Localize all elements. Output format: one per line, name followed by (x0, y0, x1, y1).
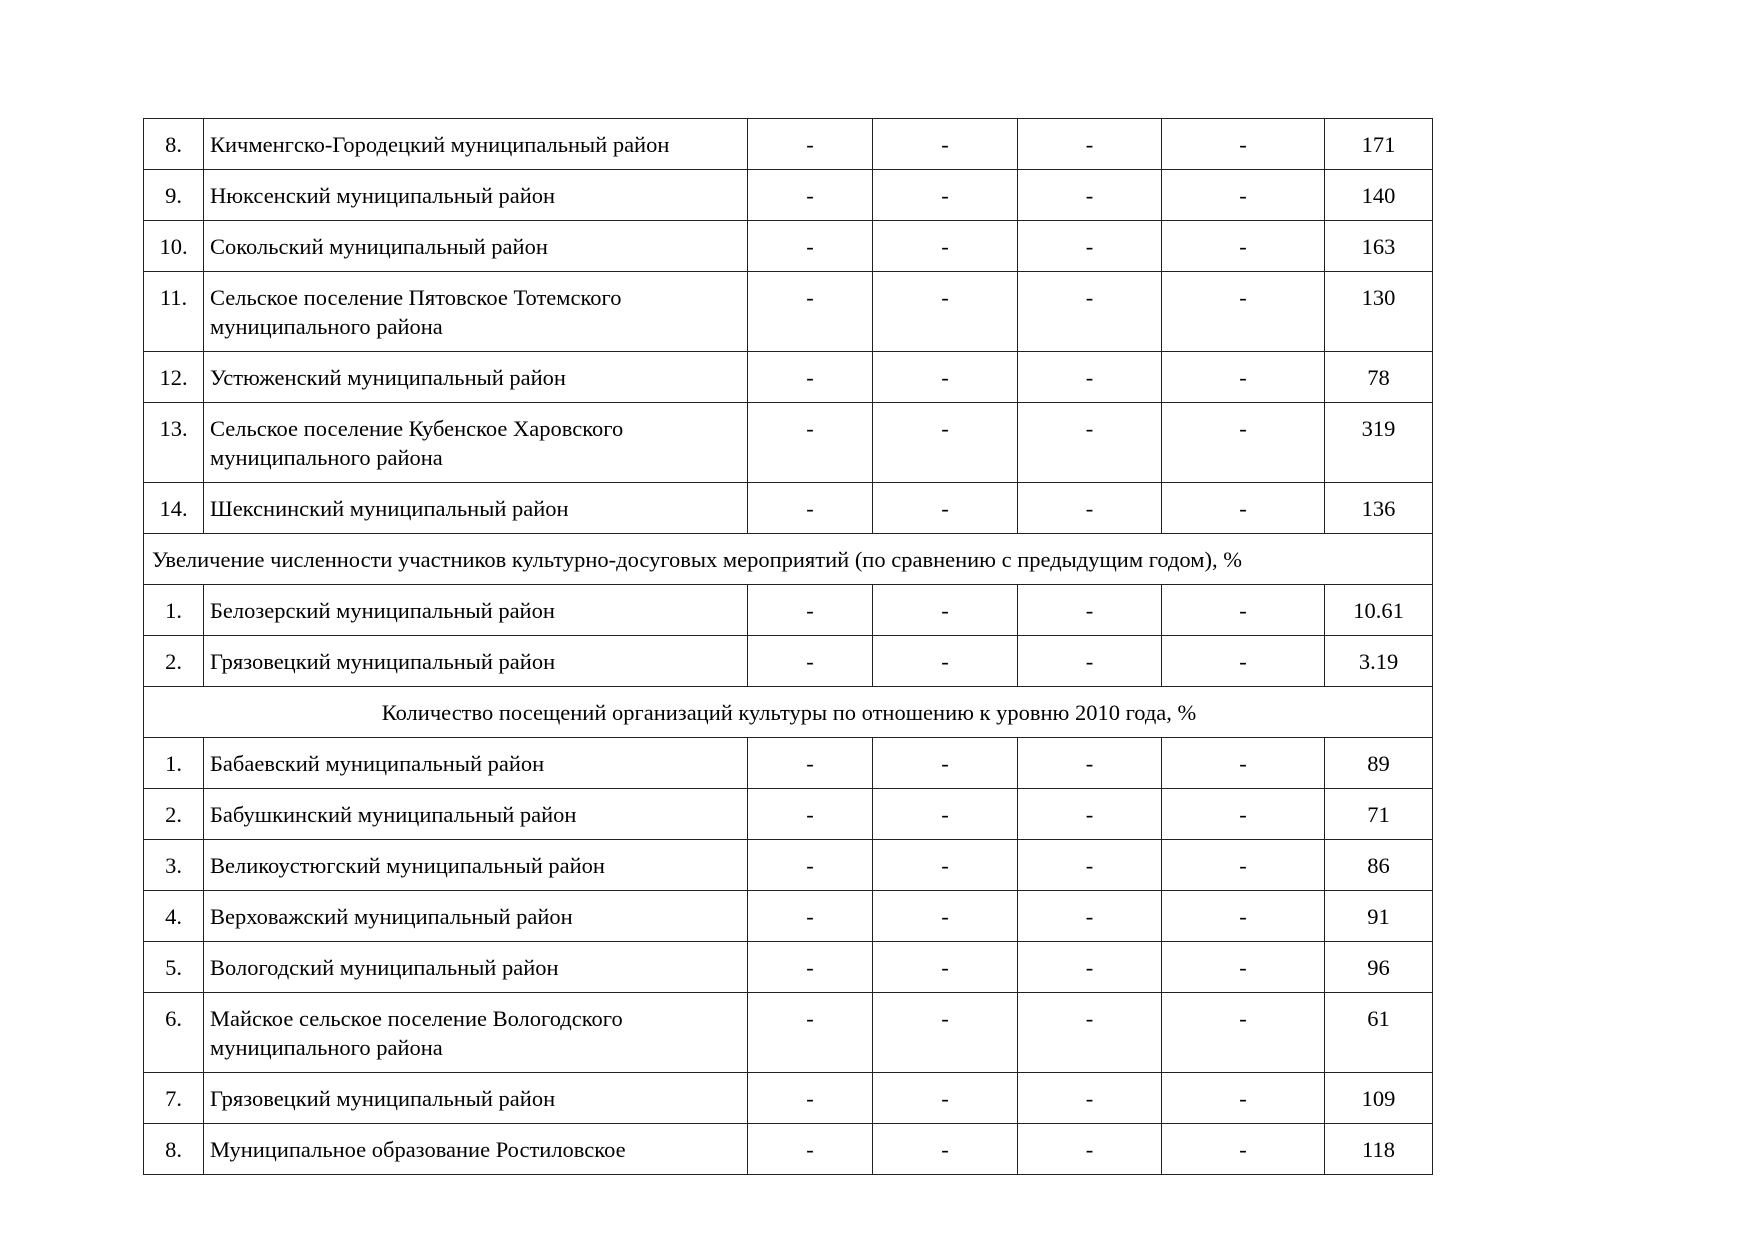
value-cell-2: - (873, 585, 1018, 636)
value-cell-4: - (1162, 840, 1325, 891)
value-cell-2: - (873, 352, 1018, 403)
value-cell-2: - (873, 1124, 1018, 1175)
value-cell-4: - (1162, 170, 1325, 221)
value-cell-final: 86 (1325, 840, 1433, 891)
value-cell-final: 10.61 (1325, 585, 1433, 636)
value-cell-2: - (873, 636, 1018, 687)
value-cell-2: - (873, 993, 1018, 1073)
row-number: 6. (144, 993, 204, 1073)
value-cell-final: 163 (1325, 221, 1433, 272)
table-row (144, 993, 1433, 1073)
value-cell-4: - (1162, 789, 1325, 840)
value-cell-3: - (1018, 119, 1162, 170)
value-cell-final: 136 (1325, 483, 1433, 534)
section-title: Количество посещений организаций культуры по отношению к уровню 2010 года, % (144, 687, 1433, 738)
value-cell-1: - (748, 483, 873, 534)
row-number: 4. (144, 891, 204, 942)
value-cell-4: - (1162, 221, 1325, 272)
value-cell-3: - (1018, 789, 1162, 840)
row-number: 10. (144, 221, 204, 272)
value-cell-2: - (873, 170, 1018, 221)
value-cell-2: - (873, 221, 1018, 272)
row-name: Вологодский муниципальный район (204, 942, 748, 993)
value-cell-1: - (748, 170, 873, 221)
value-cell-1: - (748, 993, 873, 1073)
table-row (144, 483, 1433, 534)
section-title: Увеличение численности участников культурно-досуговых мероприятий (по сравнению с предыдущим годом), % (144, 534, 1433, 585)
row-number: 14. (144, 483, 204, 534)
row-number: 2. (144, 636, 204, 687)
value-cell-final: 171 (1325, 119, 1433, 170)
row-name: Верховажский муниципальный район (204, 891, 748, 942)
row-number: 11. (144, 272, 204, 352)
row-number: 3. (144, 840, 204, 891)
value-cell-4: - (1162, 403, 1325, 483)
value-cell-3: - (1018, 636, 1162, 687)
value-cell-3: - (1018, 585, 1162, 636)
value-cell-4: - (1162, 738, 1325, 789)
value-cell-4: - (1162, 636, 1325, 687)
value-cell-3: - (1018, 221, 1162, 272)
table-row (144, 942, 1433, 993)
value-cell-2: - (873, 789, 1018, 840)
table-row (144, 170, 1433, 221)
row-name: Белозерский муниципальный район (204, 585, 748, 636)
value-cell-1: - (748, 272, 873, 352)
table-row (144, 352, 1433, 403)
value-cell-4: - (1162, 585, 1325, 636)
value-cell-1: - (748, 789, 873, 840)
value-cell-final: 61 (1325, 993, 1433, 1073)
table-row (144, 403, 1433, 483)
row-number: 5. (144, 942, 204, 993)
table-row (144, 891, 1433, 942)
indicators-table (143, 118, 1433, 1175)
value-cell-1: - (748, 1073, 873, 1124)
table-row (144, 636, 1433, 687)
value-cell-4: - (1162, 1124, 1325, 1175)
row-name: Сокольский муниципальный район (204, 221, 748, 272)
value-cell-1: - (748, 891, 873, 942)
row-number: 7. (144, 1073, 204, 1124)
row-number: 9. (144, 170, 204, 221)
value-cell-2: - (873, 942, 1018, 993)
row-number: 2. (144, 789, 204, 840)
value-cell-1: - (748, 840, 873, 891)
row-name: Великоустюгский муниципальный район (204, 840, 748, 891)
row-name: Муниципальное образование Ростиловское (204, 1124, 748, 1175)
row-number: 8. (144, 119, 204, 170)
value-cell-final: 118 (1325, 1124, 1433, 1175)
value-cell-2: - (873, 403, 1018, 483)
value-cell-4: - (1162, 272, 1325, 352)
row-name: Бабушкинский муниципальный район (204, 789, 748, 840)
value-cell-final: 130 (1325, 272, 1433, 352)
value-cell-3: - (1018, 840, 1162, 891)
value-cell-2: - (873, 119, 1018, 170)
value-cell-final: 78 (1325, 352, 1433, 403)
value-cell-2: - (873, 738, 1018, 789)
value-cell-4: - (1162, 352, 1325, 403)
value-cell-1: - (748, 403, 873, 483)
value-cell-3: - (1018, 1124, 1162, 1175)
row-number: 8. (144, 1124, 204, 1175)
row-name: Майское сельское поселение Вологодского муниципального района (204, 993, 748, 1073)
value-cell-final: 91 (1325, 891, 1433, 942)
value-cell-3: - (1018, 352, 1162, 403)
row-name: Устюженский муниципальный район (204, 352, 748, 403)
value-cell-2: - (873, 483, 1018, 534)
row-name: Кичменгско-Городецкий муниципальный район (204, 119, 748, 170)
table-row (144, 789, 1433, 840)
row-number: 1. (144, 585, 204, 636)
row-number: 13. (144, 403, 204, 483)
value-cell-3: - (1018, 942, 1162, 993)
row-name: Грязовецкий муниципальный район (204, 1073, 748, 1124)
row-name: Сельское поселение Пятовское Тотемского муниципального района (204, 272, 748, 352)
value-cell-1: - (748, 221, 873, 272)
table-row (144, 272, 1433, 352)
value-cell-3: - (1018, 272, 1162, 352)
row-name: Нюксенский муниципальный район (204, 170, 748, 221)
value-cell-final: 96 (1325, 942, 1433, 993)
value-cell-4: - (1162, 993, 1325, 1073)
value-cell-2: - (873, 840, 1018, 891)
row-name: Шекснинский муниципальный район (204, 483, 748, 534)
value-cell-final: 3.19 (1325, 636, 1433, 687)
value-cell-3: - (1018, 403, 1162, 483)
value-cell-1: - (748, 352, 873, 403)
value-cell-2: - (873, 272, 1018, 352)
value-cell-3: - (1018, 891, 1162, 942)
value-cell-3: - (1018, 1073, 1162, 1124)
value-cell-4: - (1162, 119, 1325, 170)
value-cell-1: - (748, 585, 873, 636)
value-cell-4: - (1162, 1073, 1325, 1124)
value-cell-3: - (1018, 738, 1162, 789)
value-cell-4: - (1162, 483, 1325, 534)
value-cell-3: - (1018, 993, 1162, 1073)
table-row (144, 585, 1433, 636)
row-name: Грязовецкий муниципальный район (204, 636, 748, 687)
table-row (144, 840, 1433, 891)
table-row (144, 1124, 1433, 1175)
value-cell-2: - (873, 1073, 1018, 1124)
table-row (144, 1073, 1433, 1124)
value-cell-1: - (748, 636, 873, 687)
value-cell-final: 140 (1325, 170, 1433, 221)
row-number: 12. (144, 352, 204, 403)
table-row (144, 738, 1433, 789)
value-cell-1: - (748, 1124, 873, 1175)
table-row (144, 221, 1433, 272)
row-number: 1. (144, 738, 204, 789)
value-cell-final: 109 (1325, 1073, 1433, 1124)
value-cell-2: - (873, 891, 1018, 942)
table-row (144, 119, 1433, 170)
value-cell-4: - (1162, 942, 1325, 993)
row-name: Сельское поселение Кубенское Харовского муниципального района (204, 403, 748, 483)
section-header-row (144, 534, 1433, 585)
value-cell-final: 71 (1325, 789, 1433, 840)
value-cell-4: - (1162, 891, 1325, 942)
section-header-row (144, 687, 1433, 738)
value-cell-3: - (1018, 483, 1162, 534)
row-name: Бабаевский муниципальный район (204, 738, 748, 789)
value-cell-final: 319 (1325, 403, 1433, 483)
value-cell-1: - (748, 119, 873, 170)
value-cell-1: - (748, 942, 873, 993)
value-cell-1: - (748, 738, 873, 789)
value-cell-final: 89 (1325, 738, 1433, 789)
value-cell-3: - (1018, 170, 1162, 221)
